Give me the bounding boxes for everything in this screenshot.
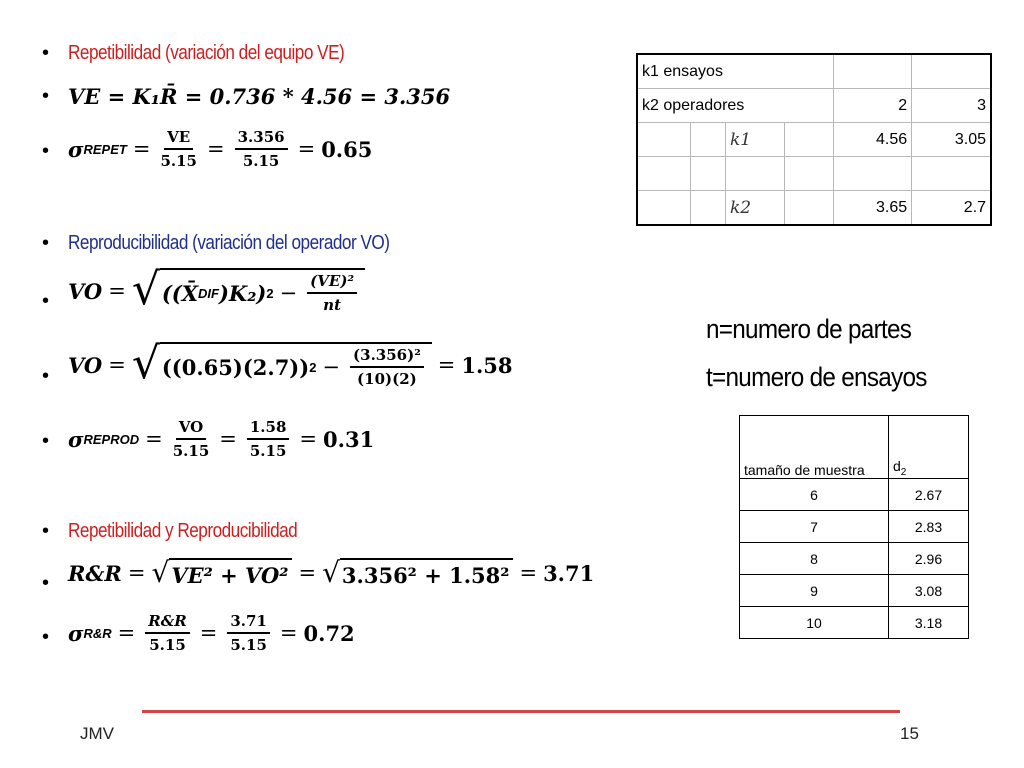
formula-vo-general: VO = √ ((X̄ DIF )K₂) 2 − $\frac{\text{(VE)²}}{nt}$ — [68, 268, 365, 314]
heading-rr — [68, 520, 335, 543]
formula-rr: R&R = √ VE² + VO² = √ 3.356² + 1.58² = 3.71 — [68, 556, 595, 589]
bullet-dot: • — [42, 365, 50, 387]
heading-repetibilidad-text: Repetibilidad (variación del equipo VE) — [68, 42, 345, 64]
bullet-dot: • — [42, 140, 50, 162]
bullet-dot: • — [42, 572, 50, 594]
formula-ve — [68, 84, 450, 109]
fraction: $\frac{VO}{5.15}$ — [172, 418, 210, 460]
d2-header-d: $d_2$ — [889, 416, 969, 479]
bullet-dot: • — [42, 42, 50, 64]
d2-table — [739, 415, 969, 639]
k1-symbol: k1 — [730, 129, 752, 150]
table-row: 9 3.08 — [740, 575, 969, 607]
formula-sigma-repet: σ REPET = $\frac{VE}{5.15}$ = $\frac{3.356}{5.15}$ = 0.65 — [68, 128, 373, 170]
bullet-dot: • — [42, 520, 50, 542]
k-table-col3: 3 — [912, 89, 991, 123]
heading-reproducibilidad-text: Reproducibilidad (variación del operador VO) — [68, 232, 390, 254]
formula-ve-text: VE = K₁R̄ = 0.736 * 4.56 = 3.356 — [68, 84, 451, 109]
table-row: 6 2.67 — [740, 479, 969, 511]
k-table-row2-label: k2 operadores — [637, 89, 833, 123]
sqrt: √ 3.356² + 1.58² — [322, 558, 513, 589]
table-row: 8 2.96 — [740, 543, 969, 575]
sigma-repet-result: 0.65 — [321, 136, 373, 162]
bullet-dot: • — [42, 430, 50, 452]
bullet-dot: • — [42, 290, 50, 312]
heading-rr-text: Repetibilidad y Reproducibilidad — [68, 520, 298, 542]
formula-sigma-rr: σ R&R = $\frac{R\&R}{5.15}$ = $\frac{3.71}{5.15}$ = 0.72 — [68, 612, 355, 654]
note-n: n=numero de partes — [706, 314, 912, 344]
formula-vo-numeric: VO = √ ((0.65)(2.7)) 2 − $\frac{\text{(3.356)²}}{(10)(2)}$ = 1.58 — [68, 338, 513, 389]
fraction: $\frac{\text{(VE)²}}{nt}$ — [307, 272, 357, 314]
k2-value-3: 2.7 — [912, 191, 991, 226]
k1-value-3: 3.05 — [912, 123, 991, 157]
fraction: $\frac{3.71}{5.15}$ — [227, 612, 270, 654]
table-row: 7 2.83 — [740, 511, 969, 543]
table-row: 10 3.18 — [740, 607, 969, 639]
d2-header-size: tamaño de muestra — [740, 416, 889, 479]
page-number: 15 — [900, 724, 919, 743]
k-table-col2: 2 — [833, 89, 911, 123]
k-constants-table — [636, 53, 992, 226]
bullet-dot: • — [42, 232, 50, 254]
note-t: t=numero de ensayos — [706, 362, 927, 392]
sqrt: √ VE² + VO² — [151, 558, 292, 589]
bullet-dot: • — [42, 85, 50, 107]
vo-result: 1.58 — [461, 352, 513, 378]
fraction: $\frac{VE}{5.15}$ — [160, 128, 197, 170]
heading-repetibilidad — [68, 42, 389, 65]
fraction: $\frac{1.58}{5.15}$ — [247, 418, 290, 460]
heading-reproducibilidad — [68, 232, 442, 255]
footer-author: JMV — [80, 724, 114, 743]
bullet-dot: • — [42, 626, 50, 648]
fraction: $\frac{R\&R}{5.15}$ — [145, 612, 189, 654]
k-table-row1-label: k1 ensayos — [637, 54, 833, 89]
sigma-symbol: σ — [68, 136, 84, 162]
sqrt: √ ((0.65)(2.7)) 2 − $\frac{\text{(3.356)²}}{(10)(2)}$ — [132, 342, 432, 388]
sigma-repet-sub: REPET — [83, 141, 127, 157]
fraction: $\frac{\text{(3.356)²}}{(10)(2)}$ — [350, 346, 424, 388]
fraction: $\frac{3.356}{5.15}$ — [235, 128, 288, 170]
formula-sigma-reprod: σ REPROD = $\frac{VO}{5.15}$ = $\frac{1.58}{5.15}$ = 0.31 — [68, 418, 375, 460]
k1-value-2: 4.56 — [833, 123, 911, 157]
k2-symbol: k2 — [730, 197, 752, 218]
footer-divider — [142, 710, 900, 713]
k2-value-2: 3.65 — [833, 191, 911, 226]
sqrt: √ ((X̄ DIF )K₂) 2 − $\frac{\text{(VE)²}}{nt}$ — [132, 268, 365, 314]
